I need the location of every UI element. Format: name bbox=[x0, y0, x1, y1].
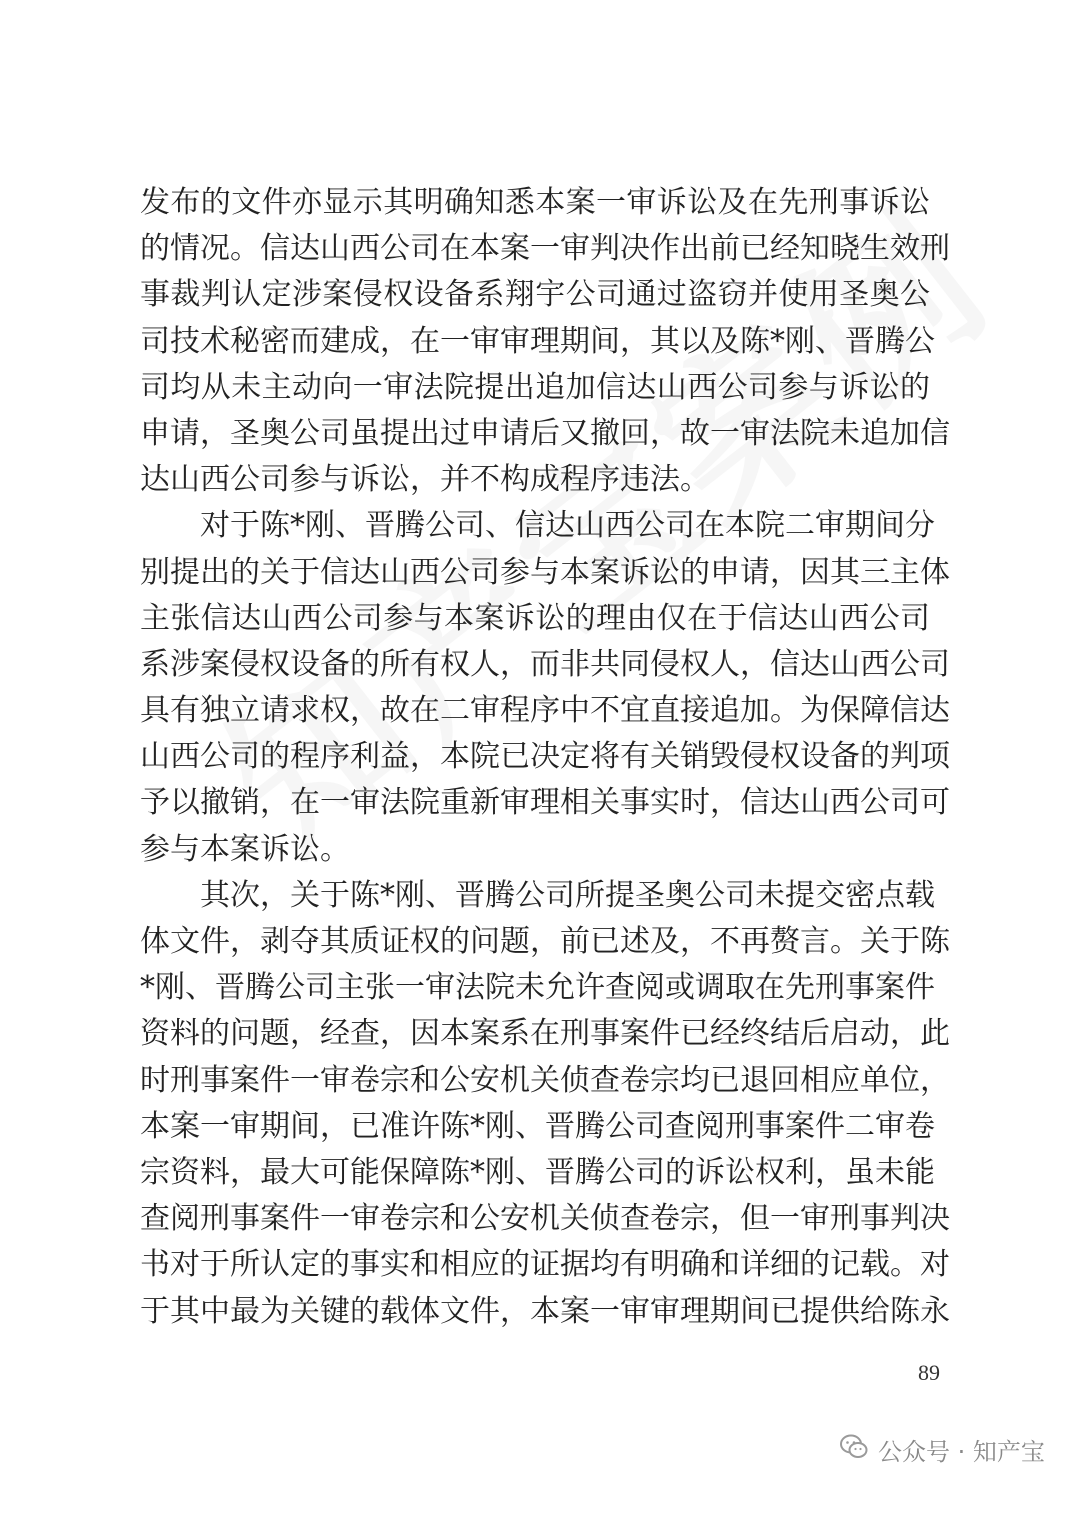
text-line: 达山西公司参与诉讼，并不构成程序违法。 bbox=[140, 462, 710, 498]
text-line: 司技术秘密而建成，在一审审理期间，其以及陈*刚、晋腾公 bbox=[140, 323, 935, 359]
text-line: 的情况。信达山西公司在本案一审判决作出前已经知晓生效刑 bbox=[140, 231, 950, 267]
text-line: 查阅刑事案件一审卷宗和公安机关侦查卷宗，但一审刑事判决 bbox=[140, 1201, 950, 1237]
text-line: 书对于所认定的事实和相应的证据均有明确和详细的记载。对 bbox=[140, 1247, 950, 1283]
text-line: 司均从未主动向一审法院提出追加信达山西公司参与诉讼的 bbox=[140, 369, 930, 405]
text-line: 于其中最为关键的载体文件，本案一审审理期间已提供给陈永 bbox=[140, 1293, 950, 1329]
page-number: 89 bbox=[918, 1360, 940, 1385]
wechat-icon bbox=[840, 1434, 878, 1466]
text-line: 参与本案诉讼。 bbox=[140, 831, 350, 867]
text-line: 本案一审期间，已准许陈*刚、晋腾公司查阅刑事案件二审卷 bbox=[140, 1108, 935, 1144]
text-line: 发布的文件亦显示其明确知悉本案一审诉讼及在先刑事诉讼 bbox=[140, 185, 930, 220]
text-line: 资料的问题，经查，因本案系在刑事案件已经终结后启动，此 bbox=[140, 1016, 950, 1052]
text-line: 对于陈*刚、晋腾公司、信达山西公司在本院二审期间分 bbox=[200, 508, 935, 544]
text-line: 体文件，剥夺其质证权的问题，前已述及，不再赘言。关于陈 bbox=[140, 924, 950, 959]
text-line: 予以撤销，在一审法院重新审理相关事实时，信达山西公司可 bbox=[140, 785, 950, 821]
body-text bbox=[140, 180, 950, 1335]
text-line: 具有独立请求权，故在二审程序中不宜直接追加。为保障信达 bbox=[140, 693, 950, 729]
text-line: 系涉案侵权设备的所有权人，而非共同侵权人，信达山西公司 bbox=[140, 646, 950, 682]
text-line: 主张信达山西公司参与本案诉讼的理由仅在于信达山西公司 bbox=[140, 600, 930, 636]
text-line: 申请，圣奥公司虽提出过申请后又撤回，故一审法院未追加信 bbox=[140, 415, 950, 451]
text-line: *刚、晋腾公司主张一审法院未允许查阅或调取在先刑事案件 bbox=[140, 970, 935, 1006]
text-line: 事裁判认定涉案侵权设备系翔宇公司通过盗窃并使用圣奥公 bbox=[140, 277, 930, 313]
text-line: 宗资料，最大可能保障陈*刚、晋腾公司的诉讼权利，虽未能 bbox=[140, 1154, 935, 1190]
text-line: 其次，关于陈*刚、晋腾公司所提圣奥公司未提交密点载 bbox=[200, 877, 935, 913]
wechat-account-label[interactable] bbox=[840, 1432, 1045, 1467]
text-line: 时刑事案件一审卷宗和公安机关侦查卷宗均已退回相应单位， bbox=[140, 1062, 950, 1098]
text-line: 山西公司的程序利益，本院已决定将有关销毁侵权设备的判项 bbox=[140, 739, 950, 775]
footer-label: 公众号 · 知产宝 bbox=[878, 1438, 1045, 1466]
text-line: 别提出的关于信达山西公司参与本案诉讼的申请，因其三主体 bbox=[140, 554, 950, 590]
